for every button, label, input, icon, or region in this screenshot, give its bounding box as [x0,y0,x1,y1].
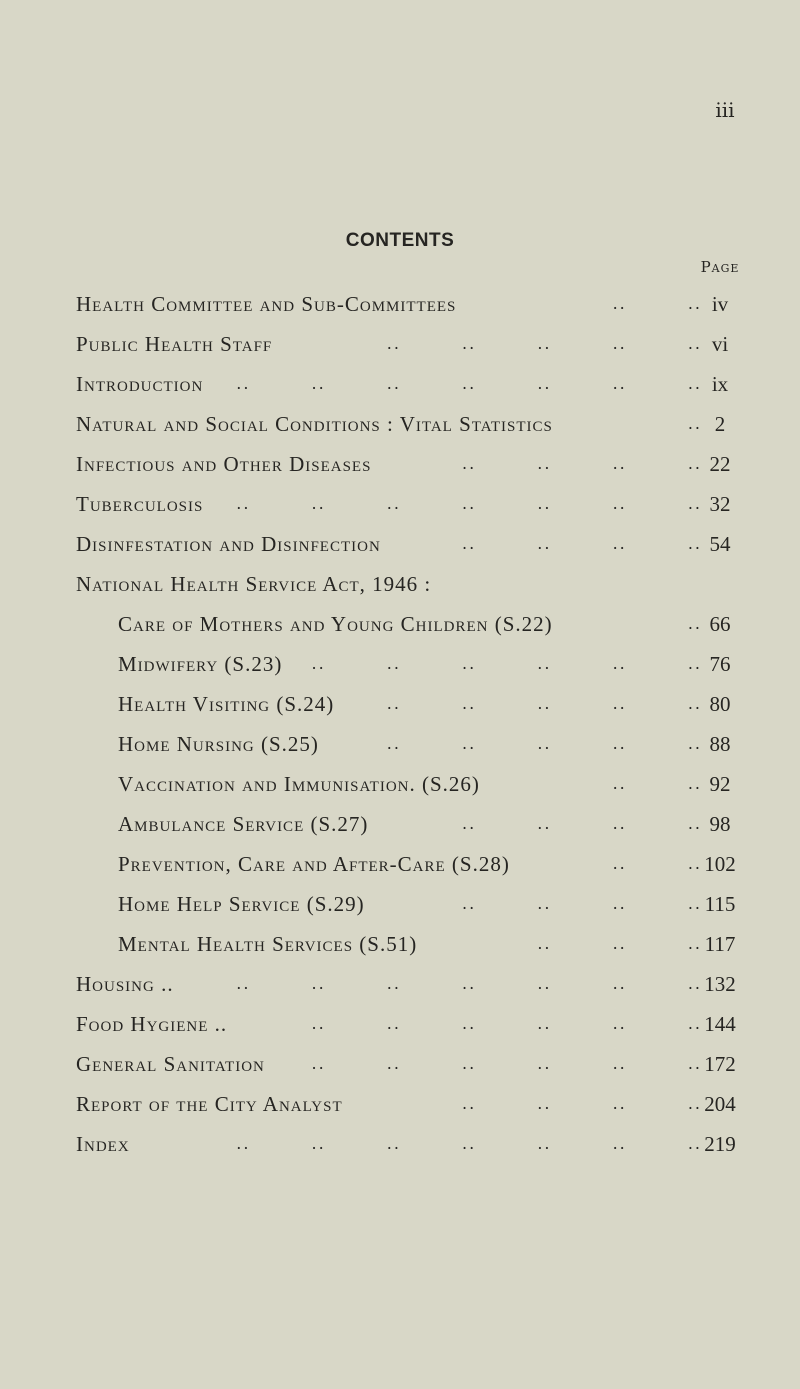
dot-leader: .. .. .. .. .. .. .. [236,974,702,993]
toc-entry-title: Ambulance Service (S.27) [118,812,369,836]
toc-entry-title: General Sanitation [76,1052,265,1076]
toc-entry-page: 22 [709,452,731,476]
dot-leader: .. .. .. .. .. [386,734,702,753]
toc-entry [0,609,800,639]
toc-entry-page: 98 [709,812,731,836]
toc-entry-page: 32 [709,492,731,516]
toc-entry-page: vi [711,332,729,356]
toc-entry [0,489,800,519]
toc-entry-title: Home Help Service (S.29) [118,892,365,916]
toc-entry-title: Midwifery (S.23) [118,652,283,676]
dot-leader: .. .. .. .. .. .. [311,654,702,673]
toc-entry-page: 76 [709,652,731,676]
dot-leader: .. .. .. .. .. .. .. [236,374,702,393]
dot-leader: .. .. .. .. .. .. [311,1054,702,1073]
toc-entry-page: ix [711,372,729,396]
dot-leader: .. .. .. .. [462,1094,702,1113]
dot-leader: .. .. [612,294,702,313]
dot-leader: .. .. .. .. [462,454,702,473]
toc-entry [0,1089,800,1119]
toc-entry-page: 115 [704,892,736,916]
toc-entry-page: 80 [709,692,731,716]
toc-entry-page: 2 [714,412,726,436]
toc-entry-title: Health Visiting (S.24) [118,692,335,716]
toc-entry [0,1049,800,1079]
toc-entry [0,329,800,359]
page-title: CONTENTS [345,230,455,251]
toc-entry [0,889,800,919]
toc-entry [0,809,800,839]
toc-entry-title: Care of Mothers and Young Children (S.22) [118,612,553,636]
toc-entry [0,689,800,719]
toc-entry-title: Infectious and Other Diseases [76,452,372,476]
toc-entry [0,1129,800,1159]
toc-entry-page: 117 [704,932,736,956]
dot-leader: .. .. .. .. [462,534,702,553]
dot-leader: .. .. .. .. .. .. .. [236,494,702,513]
toc-entry-page: 144 [704,1012,736,1036]
toc-entry-page: 172 [704,1052,736,1076]
toc-entry-page: 132 [704,972,736,996]
toc-entry [0,569,800,599]
toc-entry [0,849,800,879]
toc-entry [0,769,800,799]
toc-entry [0,409,800,439]
toc-entry-title: Mental Health Services (S.51) [118,932,418,956]
toc-entry-title: Natural and Social Conditions : Vital Statistics [76,412,553,436]
toc-entry-title: Index [76,1132,130,1156]
toc-entry-title: Introduction [76,372,204,396]
page-column-header: Page [700,258,740,276]
dot-leader: .. .. .. .. .. [386,334,702,353]
toc-entry-title: Tuberculosis [76,492,204,516]
toc-entry-title: Public Health Staff [76,332,273,356]
toc-entry [0,729,800,759]
toc-entry [0,369,800,399]
toc-entry-title: Home Nursing (S.25) [118,732,319,756]
toc-entry-page: 219 [704,1132,736,1156]
toc-entry [0,529,800,559]
toc-entry-page: 66 [709,612,731,636]
dot-leader: .. .. .. .. .. .. [311,1014,702,1033]
toc-entry-page: 204 [704,1092,736,1116]
toc-entry-title: Health Committee and Sub-Committees [76,292,457,316]
toc-entry-page: 92 [709,772,731,796]
toc-entry-title: Report of the City Analyst [76,1092,343,1116]
toc-entry-title: Vaccination and Immunisation. (S.26) [118,772,480,796]
dot-leader: .. [687,414,702,433]
toc-entry [0,929,800,959]
dot-leader: .. .. .. .. .. .. .. [236,1134,702,1153]
dot-leader: .. .. [612,854,702,873]
toc-entry-page: 102 [704,852,736,876]
toc-entry-page: 54 [709,532,731,556]
dot-leader: .. .. .. .. [462,814,702,833]
dot-leader: .. .. [612,774,702,793]
toc-entry [0,649,800,679]
toc-entry-page: 88 [709,732,731,756]
dot-leader: .. .. .. .. .. [386,694,702,713]
dot-leader: .. .. .. [537,934,702,953]
dot-leader: .. [687,614,702,633]
page-folio: iii [715,98,735,122]
toc-entry [0,969,800,999]
toc-entry [0,1009,800,1039]
toc-entry-title: National Health Service Act, 1946 : [76,572,432,596]
toc-entry-title: Disinfestation and Disinfection [76,532,381,556]
toc-entry-page: iv [711,292,729,316]
toc-entry [0,289,800,319]
toc-entry-title: Food Hygiene .. [76,1012,228,1036]
toc-entry-title: Prevention, Care and After-Care (S.28) [118,852,510,876]
toc-entry [0,449,800,479]
toc-entry-title: Housing .. [76,972,174,996]
dot-leader: .. .. .. .. [462,894,702,913]
